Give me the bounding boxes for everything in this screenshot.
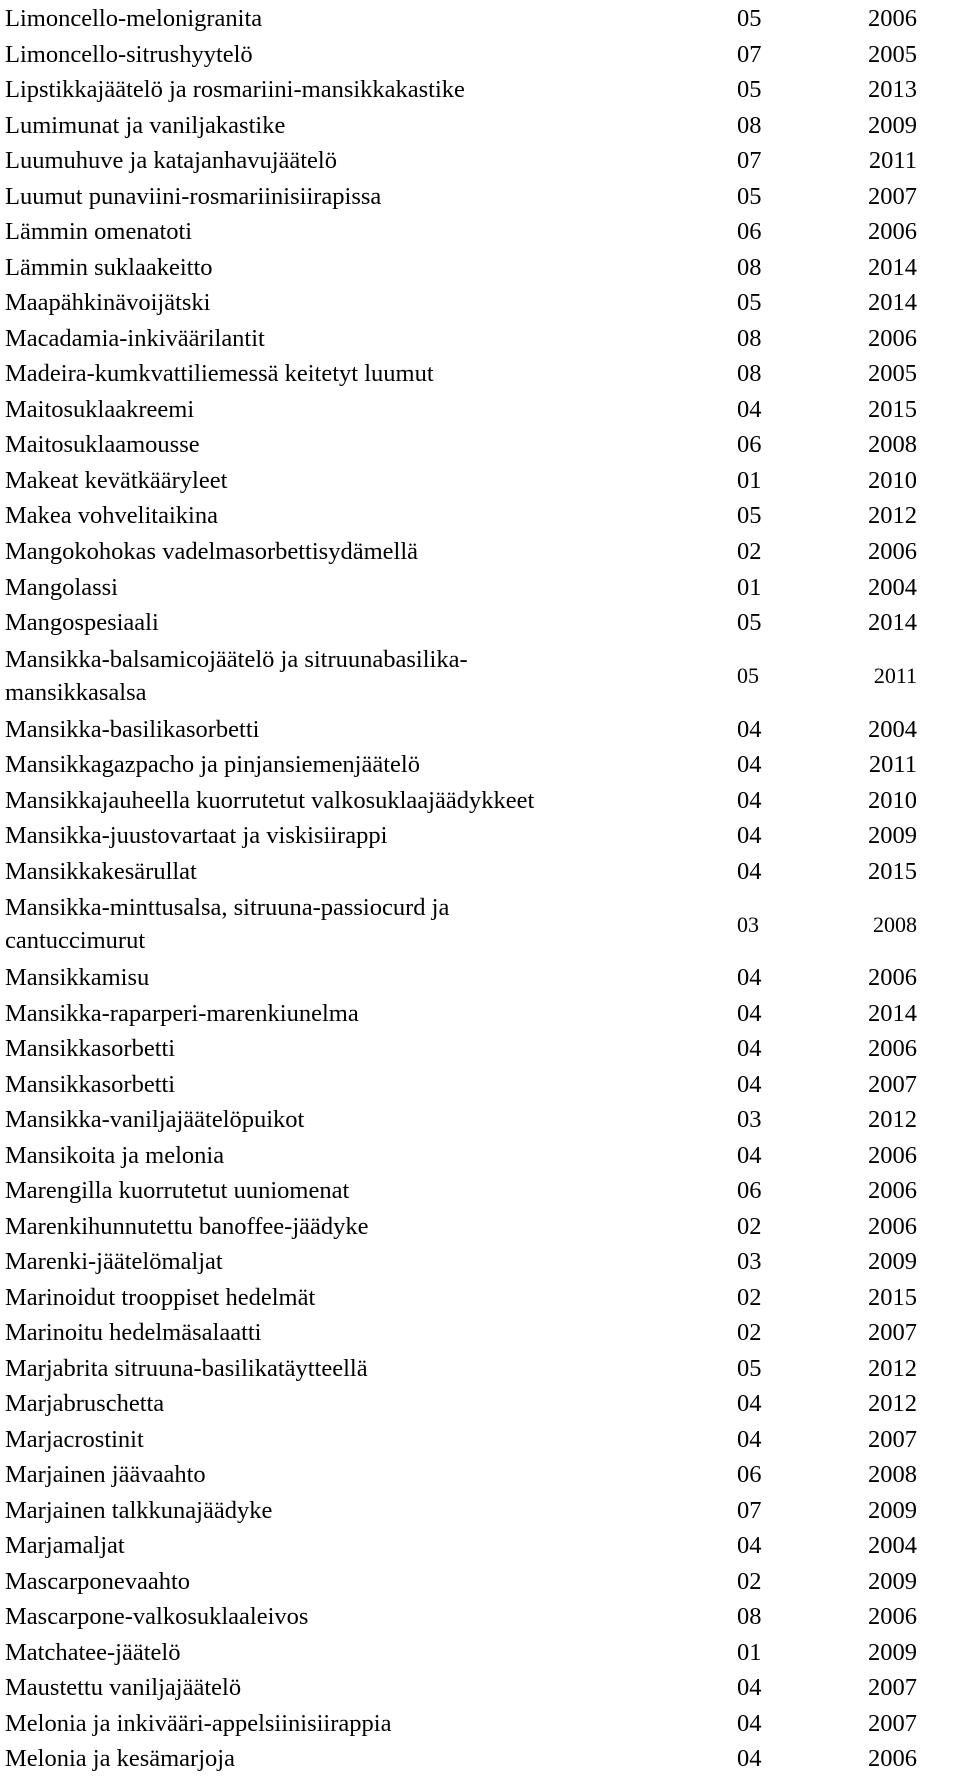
issue-number: 05 (737, 76, 762, 104)
issue-year: 2009 (868, 1496, 917, 1524)
issue-year: 2006 (868, 324, 917, 352)
table-row (5, 498, 960, 534)
table-row (5, 569, 960, 605)
issue-year: 2007 (868, 1674, 917, 1702)
recipe-name: Mansikkamisu (5, 964, 150, 992)
issue-year: 2009 (868, 1638, 917, 1666)
issue-year: 2006 (868, 537, 917, 565)
issue-year: 2014 (868, 609, 917, 637)
recipe-name: Marjainen jäävaahto (5, 1461, 206, 1489)
recipe-name: Madeira-kumkvattiliemessä keitetyt luumut (5, 360, 434, 388)
table-row (5, 960, 960, 996)
issue-year: 2010 (868, 786, 917, 814)
issue-year: 2014 (868, 999, 917, 1027)
table-row (5, 711, 960, 747)
issue-year: 2006 (868, 1035, 917, 1063)
recipe-name: Melonia ja kesämarjoja (5, 1745, 235, 1773)
issue-year: 2006 (868, 1177, 917, 1205)
issue-number: 04 (737, 822, 762, 850)
recipe-name: Mansikka-vaniljajäätelöpuikot (5, 1106, 305, 1134)
issue-number: 02 (737, 537, 762, 565)
issue-year: 2008 (868, 431, 917, 459)
issue-year: 2007 (868, 182, 917, 210)
issue-number: 05 (737, 502, 762, 530)
issue-number: 04 (737, 1745, 762, 1773)
table-row (5, 534, 960, 570)
issue-year: 2006 (868, 218, 917, 246)
recipe-name: Marjamaljat (5, 1532, 125, 1560)
table-row (5, 143, 960, 179)
issue-number: 04 (737, 1532, 762, 1560)
issue-number: 04 (737, 1709, 762, 1737)
issue-year: 2015 (868, 1283, 917, 1311)
issue-year: 2006 (868, 964, 917, 992)
table-row (5, 1066, 960, 1102)
recipe-name: Maitosuklaakreemi (5, 395, 195, 423)
issue-year: 2010 (868, 466, 917, 494)
table-row (5, 1137, 960, 1173)
issue-number: 04 (737, 1141, 762, 1169)
issue-number: 04 (737, 1070, 762, 1098)
issue-number: 08 (737, 111, 762, 139)
issue-year: 2004 (868, 1532, 917, 1560)
issue-number: 05 (737, 5, 762, 33)
recipe-name: Mansikka-raparperi-marenkiunelma (5, 999, 359, 1027)
issue-year: 2014 (868, 289, 917, 317)
issue-year: 2011 (873, 663, 917, 689)
issue-number: 04 (737, 1035, 762, 1063)
table-row (5, 889, 960, 960)
table-row (5, 392, 960, 428)
recipe-name: Limoncello-sitrushyytelö (5, 40, 253, 68)
issue-year: 2014 (868, 253, 917, 281)
issue-year: 2012 (868, 1106, 917, 1134)
recipe-name: Maustettu vaniljajäätelö (5, 1674, 242, 1702)
issue-number: 05 (737, 1354, 762, 1382)
recipe-name: Mansikkasorbetti (5, 1070, 176, 1098)
table-row (5, 214, 960, 250)
recipe-name: Mangospesiaali (5, 609, 159, 637)
recipe-name: Luumut punaviini-rosmariinisiirapissa (5, 182, 382, 210)
issue-year: 2006 (868, 1141, 917, 1169)
recipe-name: Melonia ja inkivääri-appelsiinisiirappia (5, 1709, 392, 1737)
table-row (5, 108, 960, 144)
issue-number: 06 (737, 1177, 762, 1205)
table-row (5, 1457, 960, 1493)
table-row (5, 1635, 960, 1671)
recipe-name: Marjainen talkkunajäädyke (5, 1496, 273, 1524)
issue-number: 03 (737, 1248, 762, 1276)
issue-number: 02 (737, 1319, 762, 1347)
recipe-name: Mangolassi (5, 573, 118, 601)
issue-number: 04 (737, 395, 762, 423)
issue-number: 08 (737, 1603, 762, 1631)
table-row (5, 285, 960, 321)
table-row (5, 1031, 960, 1067)
issue-year: 2006 (868, 1603, 917, 1631)
issue-number: 01 (737, 1638, 762, 1666)
issue-year: 2007 (868, 1709, 917, 1737)
issue-number: 06 (737, 1461, 762, 1489)
table-row (5, 995, 960, 1031)
issue-number: 03 (737, 1106, 762, 1134)
recipe-name: Makea vohvelitaikina (5, 502, 218, 530)
issue-year: 2015 (868, 395, 917, 423)
issue-year: 2012 (868, 1354, 917, 1382)
issue-number: 04 (737, 1425, 762, 1453)
issue-number: 05 (737, 182, 762, 210)
recipe-name: Maitosuklaamousse (5, 431, 200, 459)
issue-number: 04 (737, 751, 762, 779)
issue-year: 2008 (868, 1461, 917, 1489)
table-row (5, 1528, 960, 1564)
recipe-name: Marinoidut trooppiset hedelmät (5, 1283, 316, 1311)
recipe-name (5, 891, 737, 957)
recipe-name-line-2: mansikkasalsa (5, 678, 147, 706)
recipe-name: Limoncello-melonigranita (5, 5, 263, 33)
issue-number: 05 (737, 609, 762, 637)
recipe-name: Marenki-jäätelömaljat (5, 1248, 223, 1276)
issue-year: 2009 (868, 1567, 917, 1595)
table-row (5, 250, 960, 286)
issue-number: 04 (737, 1674, 762, 1702)
issue-number: 02 (737, 1212, 762, 1240)
table-row (5, 179, 960, 215)
issue-number: 06 (737, 431, 762, 459)
issue-year: 2012 (868, 1390, 917, 1418)
table-row (5, 1173, 960, 1209)
table-row (5, 1706, 960, 1742)
table-row (5, 427, 960, 463)
recipe-name: Lämmin suklaakeitto (5, 253, 213, 281)
issue-number: 04 (737, 964, 762, 992)
issue-number: 06 (737, 218, 762, 246)
issue-year: 2005 (868, 40, 917, 68)
table-row (5, 1280, 960, 1316)
recipe-name: Maapähkinävoijätski (5, 289, 211, 317)
table-row (5, 1102, 960, 1138)
table-row (5, 1208, 960, 1244)
recipe-name: Mascarponevaahto (5, 1567, 191, 1595)
recipe-name (5, 643, 737, 709)
table-row (5, 782, 960, 818)
table-row (5, 1386, 960, 1422)
table-row (5, 1351, 960, 1387)
table-row (5, 853, 960, 889)
issue-number: 07 (737, 1496, 762, 1524)
recipe-name-line-2: cantuccimurut (5, 927, 146, 955)
issue-number: 04 (737, 999, 762, 1027)
table-row (5, 1315, 960, 1351)
issue-year: 2008 (873, 911, 917, 937)
recipe-name: Mansikka-basilikasorbetti (5, 715, 260, 743)
recipe-name: Mansikkajauheella kuorrutetut valkosuklaajäädykkeet (5, 786, 535, 814)
issue-year: 2009 (868, 1248, 917, 1276)
issue-number: 07 (737, 40, 762, 68)
table-row (5, 37, 960, 73)
table-row (5, 463, 960, 499)
table-row (5, 1599, 960, 1635)
recipe-name: Marjacrostinit (5, 1425, 144, 1453)
recipe-name: Mansikoita ja melonia (5, 1141, 225, 1169)
table-row (5, 1493, 960, 1529)
issue-number: 08 (737, 253, 762, 281)
issue-number: 02 (737, 1283, 762, 1311)
issue-year: 2005 (868, 360, 917, 388)
issue-number: 04 (737, 786, 762, 814)
issue-year: 2012 (868, 502, 917, 530)
table-row (5, 1, 960, 37)
recipe-name: Mascarpone-valkosuklaaleivos (5, 1603, 309, 1631)
issue-number: 03 (737, 911, 759, 937)
recipe-name-line-1: Mansikka-minttusalsa, sitruuna-passiocurd ja (5, 894, 450, 922)
table-row (5, 1422, 960, 1458)
recipe-name: Mansikkakesärullat (5, 857, 197, 885)
table-row (5, 1670, 960, 1706)
issue-year: 2007 (868, 1070, 917, 1098)
recipe-name: Marinoitu hedelmäsalaatti (5, 1319, 262, 1347)
issue-number: 04 (737, 857, 762, 885)
recipe-name: Marengilla kuorrutetut uuniomenat (5, 1177, 350, 1205)
issue-year: 2006 (868, 1212, 917, 1240)
issue-year: 2009 (868, 111, 917, 139)
table-row (5, 1564, 960, 1600)
recipe-name: Lumimunat ja vaniljakastike (5, 111, 286, 139)
issue-year: 2004 (868, 573, 917, 601)
issue-year: 2011 (868, 751, 917, 779)
issue-year: 2006 (868, 5, 917, 33)
table-row (5, 72, 960, 108)
recipe-name: Marjabrita sitruuna-basilikatäytteellä (5, 1354, 368, 1382)
issue-number: 01 (737, 573, 762, 601)
recipe-name: Makeat kevätkääryleet (5, 466, 228, 494)
table-row (5, 605, 960, 641)
issue-number: 04 (737, 715, 762, 743)
issue-year: 2011 (868, 147, 917, 175)
issue-number: 08 (737, 324, 762, 352)
table-row (5, 640, 960, 711)
issue-year: 2007 (868, 1425, 917, 1453)
issue-number: 04 (737, 1390, 762, 1418)
issue-year: 2013 (868, 76, 917, 104)
issue-number: 07 (737, 147, 762, 175)
issue-year: 2004 (868, 715, 917, 743)
recipe-name: Macadamia-inkiväärilantit (5, 324, 265, 352)
issue-year: 2007 (868, 1319, 917, 1347)
recipe-name: Luumuhuve ja katajanhavujäätelö (5, 147, 337, 175)
recipe-name: Mangokohokas vadelmasorbettisydämellä (5, 537, 418, 565)
recipe-name: Marenkihunnutettu banoffee-jäädyke (5, 1212, 369, 1240)
recipe-name-line-1: Mansikka-balsamicojäätelö ja sitruunabasilika- (5, 645, 468, 673)
recipe-name: Lämmin omenatoti (5, 218, 193, 246)
issue-number: 02 (737, 1567, 762, 1595)
recipe-name: Marjabruschetta (5, 1390, 165, 1418)
issue-year: 2015 (868, 857, 917, 885)
issue-number: 01 (737, 466, 762, 494)
recipe-name: Matchatee-jäätelö (5, 1638, 181, 1666)
table-row (5, 321, 960, 357)
recipe-name: Mansikka-juustovartaat ja viskisiirappi (5, 822, 388, 850)
recipe-name: Mansikkagazpacho ja pinjansiemenjäätelö (5, 751, 420, 779)
issue-number: 05 (737, 663, 759, 689)
table-row (5, 356, 960, 392)
recipe-name: Lipstikkajäätelö ja rosmariini-mansikkakastike (5, 76, 465, 104)
table-row (5, 747, 960, 783)
table-row (5, 1244, 960, 1280)
recipe-name: Mansikkasorbetti (5, 1035, 176, 1063)
issue-year: 2006 (868, 1745, 917, 1773)
table-row (5, 1741, 960, 1777)
issue-number: 08 (737, 360, 762, 388)
issue-year: 2009 (868, 822, 917, 850)
issue-number: 05 (737, 289, 762, 317)
table-row (5, 818, 960, 854)
